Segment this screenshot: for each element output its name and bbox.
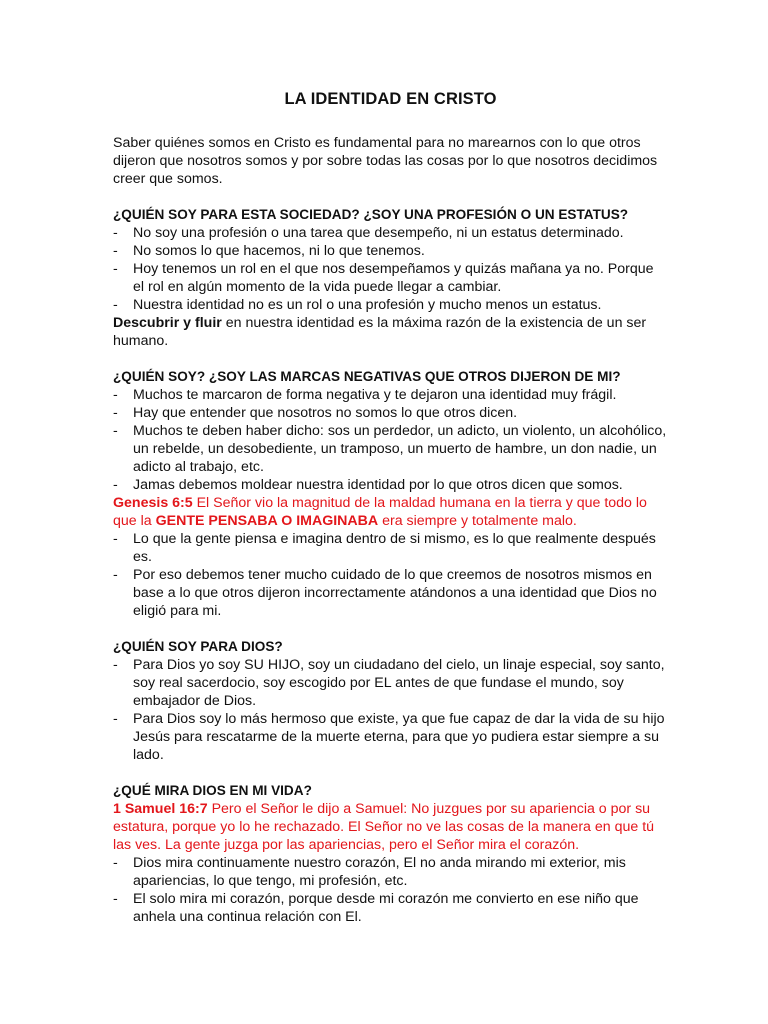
intro-paragraph: Saber quiénes somos en Cristo es fundamental para no marearnos con lo que otros dijeron que nosotros somos y por sobre todas las cosas por lo que nosotros decidimos creer que somos. [113,135,658,187]
section-heading-sociedad: ¿QUIÉN SOY PARA ESTA SOCIEDAD? ¿SOY UNA PROFESIÓN O UN ESTATUS? [113,207,629,222]
list-item: - Hay que entender que nosotros no somos lo que otros dicen. [113,404,668,422]
verse-genesis [113,494,668,530]
verse-reference: 1 Samuel 16:7 [113,801,208,817]
section-heading-mira-dios: ¿QUÉ MIRA DIOS EN MI VIDA? [113,783,312,798]
list-item: - Muchos te marcaron de forma negativa y te dejaron una identidad muy frágil. [113,386,668,404]
list-item: - El solo mira mi corazón, porque desde mi corazón me convierto en ese niño que anhela una continua relación con El. [113,890,668,926]
list-item: - Nuestra identidad no es un rol o una profesión y mucho menos un estatus. [113,296,668,314]
list-item: - Lo que la gente piensa e imagina dentro de si mismo, es lo que realmente después es. [113,530,668,566]
list-item: - Por eso debemos tener mucho cuidado de lo que creemos de nosotros mismos en base a lo que otros dijeron incorrectamente atándonos a una identidad que Dios no eligió para mi. [113,566,668,620]
section-heading-dios: ¿QUIÉN SOY PARA DIOS? [113,639,283,654]
list-item: - Dios mira continuamente nuestro corazón, El no anda mirando mi exterior, mis apariencias, lo que tengo, mi profesión, etc. [113,854,668,890]
list-item: - Jamas debemos moldear nuestra identidad por lo que otros dicen que somos. [113,476,668,494]
list-item: - No soy una profesión o una tarea que desempeño, ni un estatus determinado. [113,224,668,242]
list-item: - Para Dios yo soy SU HIJO, soy un ciudadano del cielo, un linaje especial, soy santo, soy real sacerdocio, soy escogido por EL antes de que fundase el mundo, soy embajador de Dios. [113,656,668,710]
list-item: - No somos lo que hacemos, ni lo que tenemos. [113,242,668,260]
list-item: - Hoy tenemos un rol en el que nos desempeñamos y quizás mañana ya no. Porque el rol en algún momento de la vida puede llegar a cambiar. [113,260,668,296]
verse-text: El Señor vio la magnitud de la maldad humana en la tierra y que todo lo que la [113,495,647,529]
section2-list-after [113,530,668,620]
section4-list [113,854,668,926]
verse-reference: Genesis 6:5 [113,495,193,511]
section3-list [113,656,668,764]
list-item: - Para Dios soy lo más hermoso que existe, ya que fue capaz de dar la vida de su hijo Jesús para rescatarme de la muerte eterna, para que yo pudiera estar siempre a su lado. [113,710,668,764]
verse-text: era siempre y totalmente malo. [378,513,577,529]
section2-list [113,386,668,494]
verse-emphasis: GENTE PENSABA O IMAGINABA [155,513,379,529]
section1-closing [113,314,668,350]
document-title: LA IDENTIDAD EN CRISTO [284,90,497,108]
verse-text: Pero el Señor le dijo a Samuel: No juzgues por su apariencia o por su estatura, porque yo lo he rechazado. El Señor no ve las cosas de la manera en que tú las ves. La gente juzga por las apariencias, pero el Señor mira el corazón. [113,801,655,853]
section-heading-marcas: ¿QUIÉN SOY? ¿SOY LAS MARCAS NEGATIVAS QUE OTROS DIJERON DE MI? [113,369,621,384]
closing-bold-phrase: Descubrir y fluir [113,315,222,331]
closing-text: en nuestra identidad es la máxima razón de la existencia de un ser humano. [113,315,647,349]
list-item: - Muchos te deben haber dicho: sos un perdedor, un adicto, un violento, un alcohólico, un rebelde, un desobediente, un tramposo, un muerto de hambre, un don nadie, un adicto al trabajo, etc. [113,422,668,476]
verse-samuel [113,800,668,854]
section1-list [113,224,668,314]
